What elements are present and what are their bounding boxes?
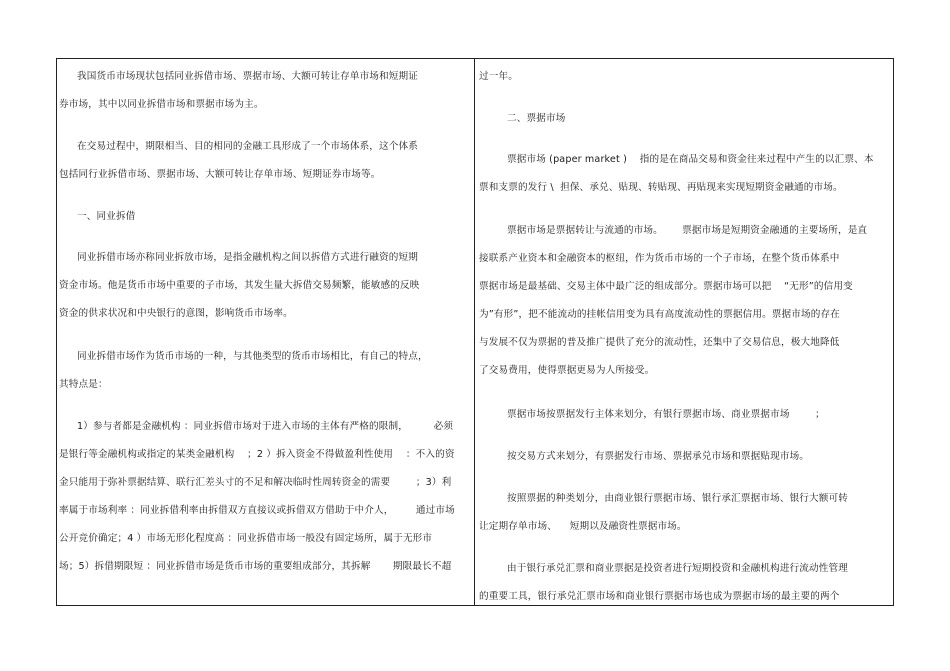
text-line: 票据市场是最基础、交易主体中最广泛的组成部分。票据市场可以把 “无形”的信用变 [479, 281, 853, 292]
text-line: 在交易过程中，期限相当、目的相同的金融工具形成了一个市场体系，这个体系 [77, 141, 419, 152]
text-line: 我国货币市场现状包括同业拆借市场、票据市场、大额可转让存单市场和短期证 [77, 71, 419, 82]
text-line: 同业拆借市场作为货币市场的一种，与其他类型的货币市场相比，有自己的特点， [77, 351, 428, 362]
text-line: 按照票据的种类划分，由商业银行票据市场、银行承汇票据市场、银行大额可转 [507, 493, 849, 504]
text-line: 资金市场。他是货币市场中重要的子市场，其发生量大拆借交易频繁，能敏感的反映 [59, 280, 420, 291]
text-line: 率属于市场利率 ：同业拆借利率由拆借双方直接议或拆借双方借助于中介人， 通过市场 [59, 505, 455, 516]
text-line: 过一年。 [479, 71, 518, 82]
text-line: 了交易费用，使得票据更易为人所接受。 [479, 365, 655, 376]
section-heading: 一、同业拆借 [77, 211, 136, 222]
right-column [479, 59, 889, 605]
text-line: 包括同行业拆借市场、票据市场、大额可转让存单市场、短期证券市场等。 [59, 169, 381, 180]
section-heading: 二、票据市场 [507, 113, 566, 124]
text-line: 公开竞价确定；4 ）市场无形化程度高 ：同业拆借市场一般没有固定场所，属于无形市 [59, 533, 433, 544]
text-line: 为”有形”，把不能流动的挂帐信用变为具有高度流动性的票据信用。票据市场的存在 [479, 309, 841, 320]
column-divider [474, 59, 475, 605]
text-line: 票据市场 (paper market ) 指的是在商品交易和资金往来过程中产生的以汇票、本 [507, 154, 874, 165]
left-column [59, 59, 467, 605]
text-line: 票和支票的发行 \ 担保、承兑、贴现、转贴现、再贴现来实现短期资金融通的市场。 [479, 182, 843, 193]
document-page [56, 58, 894, 606]
text-line: 1）参与者都是金融机构 ：同业拆借市场对于进入市场的主体有严格的限制， 必须 [77, 421, 454, 432]
text-line: 接联系产业资本和金融资本的枢纽，作为货币市场的一个子市场，在整个货币体系中 [479, 253, 840, 264]
text-line: 由于银行承兑汇票和商业票据是投资者进行短期投资和金融机构进行流动性管理 [507, 563, 849, 574]
text-line: 是银行等金融机构或指定的某类金融机构 ；2 ）拆入资金不得做盈利性使用 ：不入的资 [59, 449, 455, 460]
text-line: 场；5）拆借期限短 ：同业拆借市场是货币市场的重要组成部分，其拆解 期限最长不超 [59, 561, 452, 572]
text-line: 票据市场按票据发行主体来划分，有银行票据市场、商业票据市场 ； [507, 409, 825, 420]
text-line: 资金的供求状况和中央银行的意图，影响货币市场率。 [59, 308, 293, 319]
text-line: 同业拆借市场亦称同业拆放市场，是指金融机构之间以拆借方式进行融资的短期 [77, 252, 419, 263]
text-line: 与发展不仅为票据的普及推广提供了充分的流动性，还集中了交易信息，极大地降低 [479, 337, 840, 348]
text-line: 票据市场是票据转让与流通的市场。 票据市场是短期资金融通的主要场所，是直 [507, 225, 868, 236]
text-line: 的重要工具，银行承兑汇票市场和商业银行票据市场也成为票据市场的最主要的两个 [479, 591, 840, 602]
text-line: 按交易方式来划分，有票据发行市场、票据承兑市场和票据贴现市场。 [507, 451, 810, 462]
text-line: 金只能用于弥补票据结算、联行汇差头寸的不足和解决临时性周转资金的需要 ；3）利 [59, 477, 452, 488]
text-line: 券市场，其中以同业拆借市场和票据市场为主。 [59, 99, 264, 110]
text-line: 让定期存单市场、 短期以及融资性票据市场。 [479, 521, 687, 532]
text-line: 其特点是： [59, 379, 108, 390]
